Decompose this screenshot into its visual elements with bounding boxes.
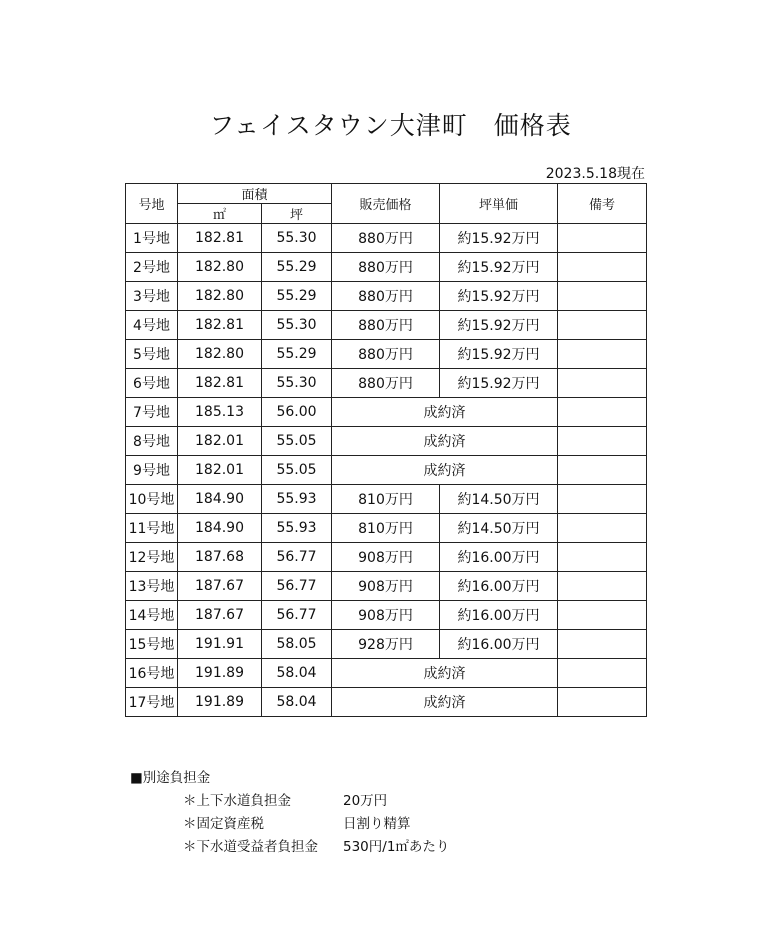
lot-cell: 2号地: [126, 253, 178, 282]
lot-cell: 10号地: [126, 485, 178, 514]
unit-price-cell: 約15.92万円: [440, 311, 558, 340]
price-cell: 810万円: [332, 514, 440, 543]
notes-cell: [558, 224, 647, 253]
notes-cell: [558, 369, 647, 398]
table-row: [126, 659, 647, 688]
lot-cell: 8号地: [126, 427, 178, 456]
lot-cell: 1号地: [126, 224, 178, 253]
area-tsubo-cell: 55.30: [262, 311, 332, 340]
unit-price-cell: 約16.00万円: [440, 572, 558, 601]
area-sqm-cell: 182.81: [178, 369, 262, 398]
area-sqm-cell: 182.80: [178, 253, 262, 282]
area-sqm-cell: 191.89: [178, 688, 262, 717]
area-tsubo-cell: 55.05: [262, 456, 332, 485]
unit-price-cell: 約16.00万円: [440, 630, 558, 659]
notes-cell: [558, 572, 647, 601]
notes-cell: [558, 282, 647, 311]
area-sqm-cell: 182.80: [178, 340, 262, 369]
header-lot: 号地: [126, 184, 178, 224]
table-row: [126, 543, 647, 572]
area-sqm-cell: 184.90: [178, 514, 262, 543]
price-cell: 880万円: [332, 340, 440, 369]
area-sqm-cell: 191.91: [178, 630, 262, 659]
notes-cell: [558, 688, 647, 717]
notes-cell: [558, 456, 647, 485]
notes-cell: [558, 427, 647, 456]
area-tsubo-cell: 55.29: [262, 340, 332, 369]
table-row: [126, 398, 647, 427]
unit-price-cell: 約15.92万円: [440, 369, 558, 398]
area-sqm-cell: 187.67: [178, 572, 262, 601]
price-cell: 908万円: [332, 601, 440, 630]
lot-cell: 9号地: [126, 456, 178, 485]
area-tsubo-cell: 58.04: [262, 688, 332, 717]
area-sqm-cell: 184.90: [178, 485, 262, 514]
table-row: [126, 456, 647, 485]
lot-cell: 14号地: [126, 601, 178, 630]
notes-cell: [558, 398, 647, 427]
unit-price-cell: 約15.92万円: [440, 224, 558, 253]
area-tsubo-cell: 56.77: [262, 601, 332, 630]
price-table-body: [126, 224, 647, 717]
table-row: [126, 572, 647, 601]
status-cell: 成約済: [332, 659, 558, 688]
table-row: [126, 485, 647, 514]
fee-value: 530円/1㎡あたり: [343, 839, 450, 855]
area-tsubo-cell: 55.30: [262, 224, 332, 253]
price-cell: 880万円: [332, 224, 440, 253]
area-tsubo-cell: 58.04: [262, 659, 332, 688]
table-row: [126, 369, 647, 398]
fee-value: 日割り精算: [343, 816, 411, 832]
area-sqm-cell: 187.67: [178, 601, 262, 630]
lot-cell: 11号地: [126, 514, 178, 543]
header-notes: 備考: [558, 184, 647, 224]
lot-cell: 15号地: [126, 630, 178, 659]
table-row: [126, 253, 647, 282]
notes-cell: [558, 340, 647, 369]
table-row: [126, 688, 647, 717]
fee-item: [183, 812, 449, 835]
lot-cell: 3号地: [126, 282, 178, 311]
area-sqm-cell: 191.89: [178, 659, 262, 688]
status-cell: 成約済: [332, 427, 558, 456]
area-sqm-cell: 182.01: [178, 427, 262, 456]
unit-price-cell: 約16.00万円: [440, 543, 558, 572]
notes-cell: [558, 601, 647, 630]
fee-label: ＊固定資産税: [183, 816, 264, 832]
price-table: [125, 183, 647, 717]
table-row: [126, 224, 647, 253]
area-sqm-cell: 185.13: [178, 398, 262, 427]
area-sqm-cell: 182.81: [178, 311, 262, 340]
header-unit-price: 坪単価: [440, 184, 558, 224]
lot-cell: 16号地: [126, 659, 178, 688]
table-row: [126, 282, 647, 311]
area-tsubo-cell: 55.29: [262, 282, 332, 311]
price-cell: 880万円: [332, 282, 440, 311]
area-tsubo-cell: 58.05: [262, 630, 332, 659]
area-tsubo-cell: 55.05: [262, 427, 332, 456]
unit-price-cell: 約15.92万円: [440, 340, 558, 369]
header-price: 販売価格: [332, 184, 440, 224]
area-tsubo-cell: 56.00: [262, 398, 332, 427]
area-tsubo-cell: 55.93: [262, 514, 332, 543]
unit-price-cell: 約15.92万円: [440, 282, 558, 311]
price-table-header: [126, 184, 647, 224]
lot-cell: 5号地: [126, 340, 178, 369]
unit-price-cell: 約16.00万円: [440, 601, 558, 630]
table-row: [126, 630, 647, 659]
price-cell: 928万円: [332, 630, 440, 659]
area-tsubo-cell: 55.30: [262, 369, 332, 398]
fee-value: 20万円: [343, 793, 388, 809]
fee-label: ＊上下水道負担金: [183, 793, 291, 809]
status-cell: 成約済: [332, 688, 558, 717]
area-tsubo-cell: 56.77: [262, 543, 332, 572]
price-cell: 908万円: [332, 572, 440, 601]
as-of-date: 2023.5.18現在: [545, 166, 645, 182]
notes-cell: [558, 543, 647, 572]
lot-cell: 4号地: [126, 311, 178, 340]
notes-cell: [558, 253, 647, 282]
lot-cell: 13号地: [126, 572, 178, 601]
notes-cell: [558, 630, 647, 659]
fee-label: ＊下水道受益者負担金: [183, 839, 318, 855]
fee-item: [183, 835, 449, 858]
table-row: [126, 427, 647, 456]
fees-heading: ■別途負担金: [130, 770, 211, 786]
unit-price-cell: 約14.50万円: [440, 485, 558, 514]
price-cell: 908万円: [332, 543, 440, 572]
notes-cell: [558, 311, 647, 340]
header-area: 面積: [178, 184, 332, 204]
table-row: [126, 311, 647, 340]
price-cell: 810万円: [332, 485, 440, 514]
price-cell: 880万円: [332, 253, 440, 282]
status-cell: 成約済: [332, 398, 558, 427]
lot-cell: 17号地: [126, 688, 178, 717]
price-cell: 880万円: [332, 311, 440, 340]
status-cell: 成約済: [332, 456, 558, 485]
table-row: [126, 601, 647, 630]
notes-cell: [558, 514, 647, 543]
lot-cell: 12号地: [126, 543, 178, 572]
notes-cell: [558, 659, 647, 688]
document-title: フェイスタウン大津町 価格表: [209, 111, 572, 140]
fees-list: [183, 789, 449, 858]
table-row: [126, 340, 647, 369]
area-tsubo-cell: 56.77: [262, 572, 332, 601]
area-tsubo-cell: 55.29: [262, 253, 332, 282]
area-tsubo-cell: 55.93: [262, 485, 332, 514]
area-sqm-cell: 182.81: [178, 224, 262, 253]
fee-item: [183, 789, 449, 812]
area-sqm-cell: 187.68: [178, 543, 262, 572]
unit-price-cell: 約14.50万円: [440, 514, 558, 543]
notes-cell: [558, 485, 647, 514]
price-cell: 880万円: [332, 369, 440, 398]
table-row: [126, 514, 647, 543]
area-sqm-cell: 182.80: [178, 282, 262, 311]
area-sqm-cell: 182.01: [178, 456, 262, 485]
header-area-tsubo: 坪: [262, 204, 332, 224]
lot-cell: 7号地: [126, 398, 178, 427]
lot-cell: 6号地: [126, 369, 178, 398]
unit-price-cell: 約15.92万円: [440, 253, 558, 282]
header-area-sqm: ㎡: [178, 204, 262, 224]
